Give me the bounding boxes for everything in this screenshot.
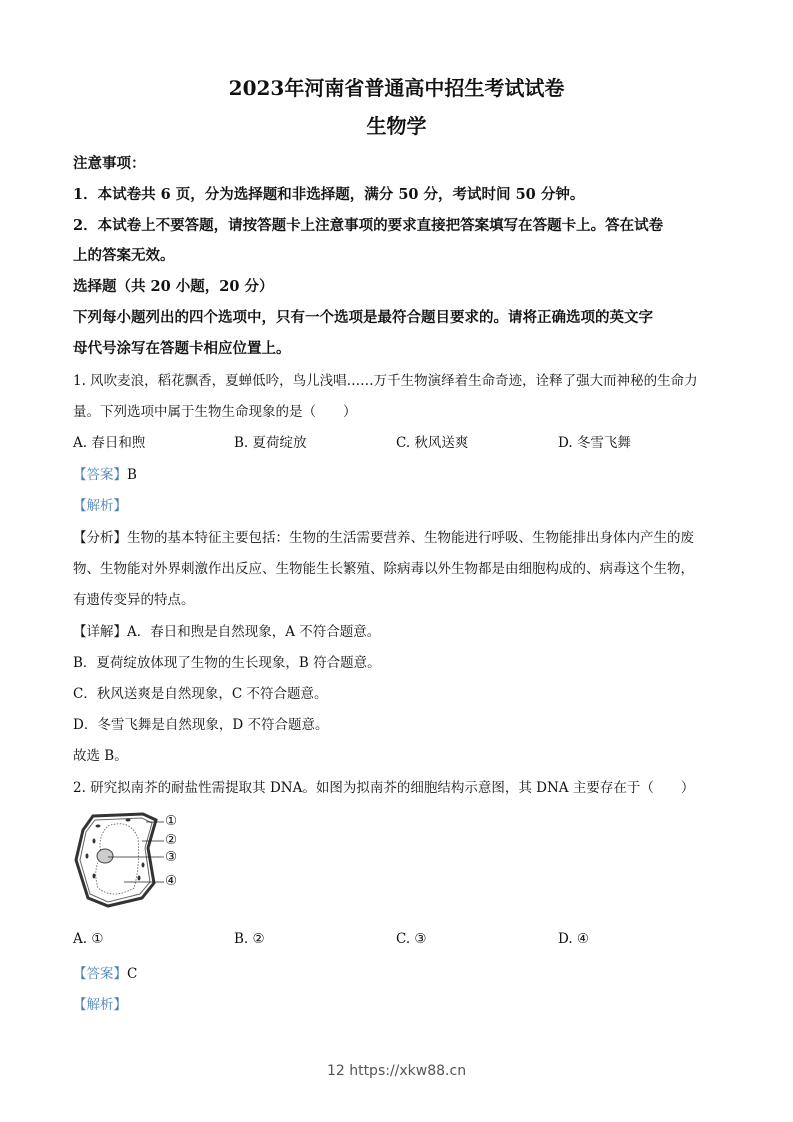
answer-tag: 【答案】 xyxy=(73,467,127,483)
section-instruction-1: 下列每小题列出的四个选项中，只有一个选项是最符合题目要求的。请将正确选项的英文字 xyxy=(73,309,653,326)
q2-analysis-tag: 【解析】 xyxy=(73,997,127,1013)
q2-stem-1: 2. 研究拟南芥的耐盐性需提取其 DNA。如图为拟南芥的细胞结构示意图，其 DNA 主要存在于（ ） xyxy=(73,780,695,796)
q1-analysis-2: 物、生物能对外界刺激作出反应、生物能生长繁殖、除病毒以外生物都是由细胞构成的、病毒这个生物， xyxy=(73,561,694,577)
q2-answer: C xyxy=(127,966,138,982)
q2-option-c: C. ③ xyxy=(396,931,427,947)
section-instruction-2: 母代号涂写在答题卡相应位置上。 xyxy=(73,340,291,357)
q1-option-b: B. 夏荷绽放 xyxy=(234,435,307,451)
q2-answer-line xyxy=(73,962,137,982)
q1-detail-2: B．夏荷绽放体现了生物的生长现象，B 符合题意。 xyxy=(73,655,381,671)
q1-option-d: D. 冬雪飞舞 xyxy=(558,435,631,451)
q1-detail-4: D．冬雪飞舞是自然现象，D 不符合题意。 xyxy=(73,717,329,733)
q1-option-c: C. 秋风送爽 xyxy=(396,435,469,451)
q1-analysis-tag: 【解析】 xyxy=(73,498,127,514)
page-footer: 12 https://xkw88.cn xyxy=(326,1063,467,1079)
notice-item-2: 2．本试卷上不要答题，请按答题卡上注意事项的要求直接把答案填写在答题卡上。答在试卷 xyxy=(73,217,664,234)
figure-label-2: ② xyxy=(165,832,178,848)
answer-tag: 【答案】 xyxy=(73,966,127,982)
subject-title: 生物学 xyxy=(366,114,427,138)
q1-detail-1: 【详解】A．春日和煦是自然现象，A 不符合题意。 xyxy=(73,624,381,640)
notice-heading: 注意事项： xyxy=(73,155,146,172)
figure-label-3: ③ xyxy=(165,849,178,865)
q1-stem-1: 1. 风吹麦浪，稻花飘香，夏蝉低吟，鸟儿浅唱……万千生物演绎着生命奇迹，诠释了强大而神秘的生命力 xyxy=(73,373,698,389)
q2-option-d: D. ④ xyxy=(558,931,590,947)
figure-label-1: ① xyxy=(165,813,178,829)
exam-title: 2023年河南省普通高中招生考试试卷 xyxy=(228,76,565,100)
notice-item-1: 1．本试卷共 6 页，分为选择题和非选择题，满分 50 分，考试时间 50 分钟。 xyxy=(73,186,585,203)
section-heading: 选择题（共 20 小题，20 分） xyxy=(73,278,274,295)
notice-item-2-cont: 上的答案无效。 xyxy=(73,247,175,264)
plant-cell-diagram xyxy=(68,808,218,928)
q1-option-a: A. 春日和煦 xyxy=(73,435,146,451)
q1-detail-5: 故选 B。 xyxy=(73,748,128,764)
q1-analysis-1: 【分析】生物的基本特征主要包括：生物的生活需要营养、生物能进行呼吸、生物能排出身体内产生的废 xyxy=(73,530,694,546)
q1-stem-2: 量。下列选项中属于生物生命现象的是（ ） xyxy=(73,404,357,420)
q1-detail-3: C．秋风送爽是自然现象，C 不符合题意。 xyxy=(73,686,328,702)
plant-cell-icon xyxy=(68,808,218,928)
q2-option-b: B. ② xyxy=(234,931,265,947)
q1-answer-line xyxy=(73,463,137,483)
q2-option-a: A. ① xyxy=(73,931,104,947)
q1-answer: B xyxy=(127,467,137,483)
q1-analysis-3: 有遗传变异的特点。 xyxy=(73,592,195,608)
figure-label-4: ④ xyxy=(165,873,178,889)
